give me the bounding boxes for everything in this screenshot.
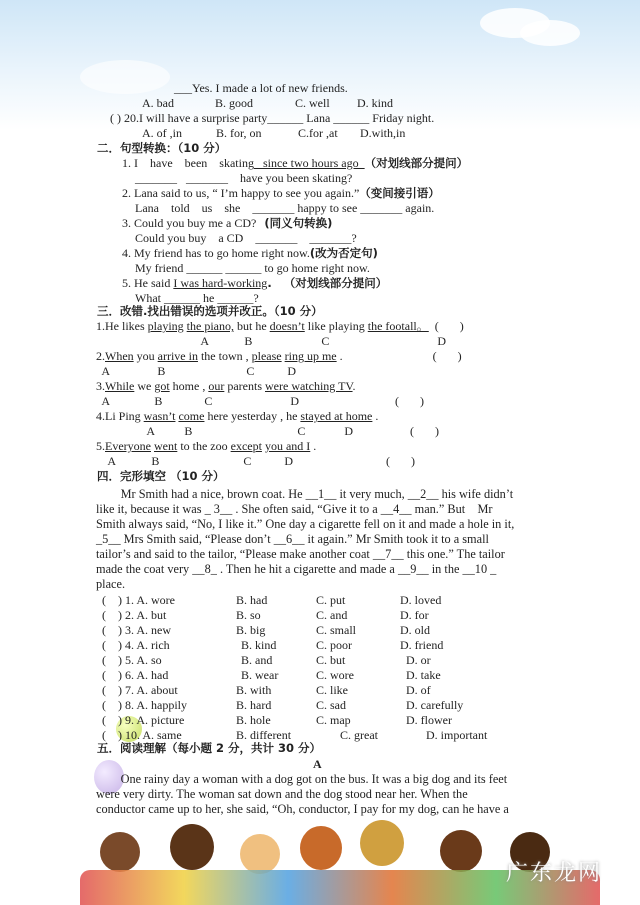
q19-answer: ___Yes. I made a lot of new friends. — [174, 81, 348, 95]
option: A. bad — [142, 96, 174, 110]
sentence-text: to the zoo — [177, 439, 231, 453]
option-d: D. or — [406, 653, 431, 667]
underlined-option: got — [154, 379, 170, 393]
option-b: B. different — [236, 728, 292, 742]
watermark: 广东龙网 — [505, 861, 602, 886]
instruction: （变间接引语） — [359, 186, 440, 200]
sentence-text: parents — [224, 379, 265, 393]
underlined-option: the footall。 — [367, 319, 429, 333]
transform-question — [122, 216, 332, 230]
option: A. of ,in — [142, 126, 182, 140]
spacer — [96, 424, 146, 438]
option-letters — [96, 334, 446, 348]
option-letters — [96, 454, 415, 468]
cloud-decoration — [80, 60, 170, 94]
error-sentence — [96, 439, 316, 453]
section-5-title: 五．阅读理解（每小题 2 分，共计 30 分） — [97, 741, 322, 755]
passage-line: One rainy day a woman with a dog got on the bus. It was a big dog and its feet — [96, 772, 508, 786]
letters: A B C D ( ) — [107, 454, 416, 468]
sentence-text: . — [372, 409, 379, 423]
question-text: 2. Lana said to us, “ I’m happy to see you again.” — [122, 186, 360, 200]
question-stem: ( ) 5. A. so — [102, 653, 162, 667]
transform-question — [122, 246, 378, 260]
passage-label: A — [313, 757, 322, 771]
option-letters — [96, 394, 424, 408]
option-c: C. map — [316, 713, 351, 727]
error-sentence — [96, 349, 462, 363]
section-4-title: 四．完形填空 （10 分） — [97, 469, 225, 483]
sentence-text: you — [133, 349, 158, 363]
option-b: B. kind — [241, 638, 277, 652]
option: C. well — [295, 96, 330, 110]
sentence-text: 1.He likes — [96, 319, 148, 333]
question-text: 1. I have been skating — [122, 156, 254, 170]
option-c: C. but — [316, 653, 346, 667]
option-d: D. friend — [400, 638, 444, 652]
question-stem: ( ) 9. A. picture — [102, 713, 185, 727]
question-stem: ( ) 4. A. rich — [102, 638, 170, 652]
option-b: B. big — [236, 623, 266, 637]
letters: A B C D ( ) — [101, 394, 425, 408]
option: D. kind — [357, 96, 393, 110]
answer-line: _______ _______ have you been skating? — [135, 171, 353, 185]
transform-question — [122, 186, 440, 200]
option-d: D. important — [426, 728, 488, 742]
answer-line: My friend ______ ______ to go home right now. — [135, 261, 370, 275]
underlined-option: you and I — [264, 439, 311, 453]
question-stem: ( ) 2. A. but — [102, 608, 167, 622]
underlined-option: our — [208, 379, 225, 393]
sentence-text: 2. — [96, 349, 105, 363]
option-letters — [96, 364, 296, 378]
sentence-text: home , — [169, 379, 209, 393]
underlined-option: ring up me — [284, 349, 337, 363]
underlined-option: the piano, — [186, 319, 234, 333]
answer-line: Lana told us she _______ happy to see _______ again. — [135, 201, 435, 215]
sentence-text: ( ) — [428, 319, 464, 333]
option-d: D. take — [406, 668, 441, 682]
underlined-option: While — [105, 379, 135, 393]
underlined-option: When — [105, 349, 134, 363]
underlined-option: went — [153, 439, 178, 453]
sentence-text: . — [310, 439, 317, 453]
underlined-option: were watching TV — [265, 379, 353, 393]
option-c: C. great — [340, 728, 378, 742]
transform-question — [122, 156, 468, 170]
section-3-title: 三．改错.找出错误的选项并改正。（10 分） — [97, 304, 323, 318]
underlined-option: except — [230, 439, 262, 453]
sentence-text: the town , — [197, 349, 252, 363]
option-c: C. poor — [316, 638, 352, 652]
underlined-part: I was hard-working — [173, 276, 268, 290]
question-stem: ( ) 10. A. same — [102, 728, 182, 742]
q19-options — [0, 96, 640, 110]
option-d: D. for — [400, 608, 429, 622]
option-b: B. hard — [236, 698, 272, 712]
sentence-text: like playing — [304, 319, 368, 333]
option-c: C. put — [316, 593, 346, 607]
underlined-option: playing — [147, 319, 184, 333]
underlined-option: doesn’t — [269, 319, 305, 333]
option-c: C. and — [316, 608, 348, 622]
sentence-text: . ( ) — [336, 349, 462, 363]
underlined-part: since two hours ago — [253, 156, 365, 170]
instruction: （对划线部分提问） — [364, 156, 469, 170]
spacer — [96, 334, 200, 348]
option-b: B. hole — [236, 713, 271, 727]
option-d: D. of — [406, 683, 431, 697]
option-d: D. old — [400, 623, 430, 637]
option-d: D. loved — [400, 593, 442, 607]
instruction: (同义句转换) — [256, 216, 333, 230]
passage-line: were very dirty. The woman sat down and the dog stood near her. When the — [96, 787, 468, 801]
option-c: C. wore — [316, 668, 354, 682]
sentence-text: 4.Li Ping — [96, 409, 144, 423]
underlined-option: wasn’t — [143, 409, 176, 423]
question-stem: ( ) 8. A. happily — [102, 698, 187, 712]
underlined-option: stayed at home — [300, 409, 373, 423]
passage-line: like it, because it was _ 3__ . She often said, “Give it to a __4__ man.” But Mr — [96, 502, 493, 516]
question-stem: ( ) 7. A. about — [102, 683, 178, 697]
letters: A B C D — [200, 334, 447, 348]
answer-line: What ______ he ______? — [135, 291, 259, 305]
question-text: 5. He said — [122, 276, 174, 290]
passage-line: place. — [96, 577, 126, 591]
option: B. good — [215, 96, 254, 110]
question-stem: ( ) 1. A. wore — [102, 593, 175, 607]
cloud-decoration — [520, 20, 580, 46]
question-text: 4. My friend has to go home right now. — [122, 246, 310, 260]
question-stem: ( ) 3. A. new — [102, 623, 171, 637]
sentence-text: we — [134, 379, 155, 393]
sentence-text: but he — [233, 319, 270, 333]
question-stem: ( ) 6. A. had — [102, 668, 169, 682]
option-d: D. flower — [406, 713, 452, 727]
option-letters — [96, 424, 439, 438]
sentence-text: 3. — [96, 379, 105, 393]
option-d: D. carefully — [406, 698, 464, 712]
answer-line: Could you buy a CD _______ _______? — [135, 231, 357, 245]
error-sentence — [96, 409, 378, 423]
passage-line: Smith always said, “No, I like it.” One day a cigarette fell on it and made a hole in it, — [96, 517, 515, 531]
option-c: C. small — [316, 623, 357, 637]
section-2-title: 二．句型转换：（10 分） — [97, 141, 227, 155]
underlined-option: come — [178, 409, 205, 423]
underlined-option: Everyone — [105, 439, 151, 453]
option-b: B. and — [241, 653, 273, 667]
underlined-option: please — [251, 349, 282, 363]
spacer — [96, 454, 107, 468]
option: B. for, on — [216, 126, 262, 140]
option: D.with,in — [360, 126, 406, 140]
sentence-text: . — [352, 379, 356, 393]
passage-line: Mr Smith had a nice, brown coat. He __1__ it very much, __2__ his wife didn’t — [96, 487, 514, 501]
error-sentence — [96, 379, 356, 393]
option-b: B. wear — [241, 668, 279, 682]
option-b: B. with — [236, 683, 272, 697]
instruction: (改为否定句) — [309, 246, 378, 260]
option-c: C. sad — [316, 698, 346, 712]
passage-line: _5__ Mrs Smith said, “Please don’t __6__ it again.” Mr Smith took it to a small — [96, 532, 489, 546]
instruction: . （对划线部分提问） — [267, 276, 388, 290]
transform-question — [122, 276, 387, 290]
error-sentence — [96, 319, 464, 333]
option-b: B. had — [236, 593, 268, 607]
option-c: C. like — [316, 683, 348, 697]
passage-line: made the coat very __8_ . Then he hit a cigarette and made a __9__ in the __10 _ — [96, 562, 497, 576]
sentence-text: here yesterday , he — [204, 409, 301, 423]
q20: ( ) 20.I will have a surprise party______ Lana ______ Friday night. — [110, 111, 435, 125]
passage-line: conductor came up to her, she said, “Oh, conductor, I pay for my dog, can he have a — [96, 802, 509, 816]
question-text: 3. Could you buy me a CD? — [122, 216, 257, 230]
letters: A B C D — [101, 364, 297, 378]
q20-options — [0, 126, 640, 140]
option: C.for ,at — [298, 126, 338, 140]
letters: A B C D ( ) — [146, 424, 440, 438]
underlined-option: arrive in — [157, 349, 198, 363]
sentence-text: 5. — [96, 439, 105, 453]
option-b: B. so — [236, 608, 261, 622]
passage-line: tailor’s and said to the tailor, “Please make another coat __7__ this one.” The tailor — [96, 547, 505, 561]
